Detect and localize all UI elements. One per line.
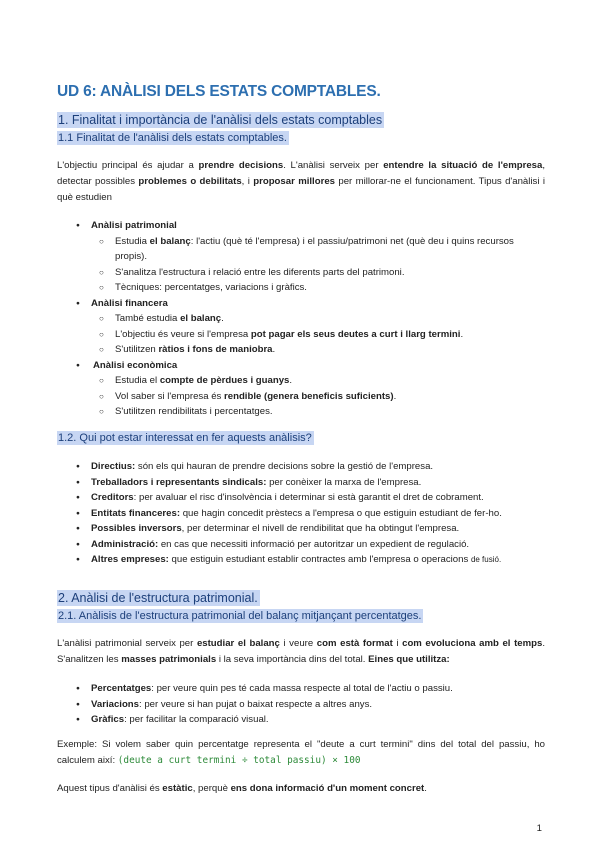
text-run: : per veure si han pujat o baixat respecte a altres anys. xyxy=(139,698,373,710)
text-run: , i xyxy=(241,176,254,187)
analysis-type-label: Anàlisi patrimonial xyxy=(91,220,177,231)
list-item xyxy=(57,459,545,475)
bold-run: Possibles inversors xyxy=(91,523,182,534)
bold-run: el balanç xyxy=(149,235,191,247)
list-item-financera xyxy=(57,296,545,358)
sub-list-item xyxy=(57,265,545,281)
bold-run: problemes o debilitats xyxy=(138,176,242,187)
list-item-economica xyxy=(57,358,545,420)
sub-list xyxy=(57,311,545,358)
example-paragraph xyxy=(57,737,545,769)
section-1-1-heading xyxy=(57,132,289,144)
text-run: Exemple: Si volem saber quin percentatge representa el "deute a curt termini" dins del total del passiu, ho calculem així: xyxy=(57,739,545,766)
list-item xyxy=(57,475,545,491)
sub-list-item xyxy=(57,404,545,420)
text-run: i veure xyxy=(279,638,317,649)
bold-run: com està format xyxy=(316,638,393,649)
bold-run: Administració: xyxy=(91,538,159,550)
text-run: , perquè xyxy=(192,783,231,794)
text-run: : per veure quin pes té cada massa respecte al total de l'actiu o passiu. xyxy=(151,683,453,694)
sub-list-item xyxy=(57,342,545,358)
text-run: Estudia xyxy=(115,235,150,247)
text-run: . xyxy=(221,313,224,324)
bold-run: Entitats financeres: xyxy=(91,507,181,519)
tools-list xyxy=(57,681,545,728)
text-run: Vol saber si l'empresa és xyxy=(115,390,225,402)
sub-list-item xyxy=(57,389,545,405)
text-run: Aquest tipus d'anàlisi és xyxy=(57,783,163,794)
sub-list-item xyxy=(57,373,545,389)
sub-list-item xyxy=(57,311,545,327)
bold-run: prendre decisions xyxy=(198,160,284,171)
sub-list xyxy=(57,373,545,420)
text-run: L'objectiu és veure si l'empresa xyxy=(115,328,251,340)
text-run: L'anàlisi patrimonial serveix per xyxy=(57,638,197,649)
text-run: . xyxy=(272,344,276,355)
section-1-1-paragraph xyxy=(57,158,545,206)
bold-run: masses patrimonials xyxy=(121,654,217,665)
page-number: 1 xyxy=(536,823,542,834)
bold-run: pot pagar els seus deutes a curt i llarg termini xyxy=(250,328,461,340)
text-run: Estudia el xyxy=(115,375,160,386)
text-run: , per determinar el nivell de rendibilitat que ha obtingut l'empresa. xyxy=(181,523,460,534)
text-run: . xyxy=(289,375,293,386)
text-run: que hagin concedit prèstecs a l'empresa o que estiguin estudiant de fer-ho. xyxy=(180,507,502,519)
text-run: són els qui hauran de prendre decisions sobre la gestió de l'empresa. xyxy=(135,461,434,472)
bold-run: rendible (genera beneficis suficients) xyxy=(224,390,394,402)
section-1-2-heading xyxy=(57,432,314,444)
text-run: per millorar-ne el funcionament. Tipus d'anàlisi i què estudien xyxy=(57,176,545,203)
text-run: : l'actiu (què té l'empresa) i el passiu/patrimoni net (què deu i quins recursos propis). xyxy=(115,235,514,262)
section-1-1-heading-text: 1.1 Finalitat de l'anàlisi dels estats comptables. xyxy=(58,132,287,144)
interested-parties-list xyxy=(57,459,545,568)
list-item xyxy=(57,681,545,697)
text-run: S'analitza l'estructura i relació entre les diferents parts del patrimoni. xyxy=(115,266,405,278)
bold-run: Eines que utilitza: xyxy=(368,654,450,665)
bold-run: Gràfics xyxy=(91,714,125,725)
list-item xyxy=(57,537,545,553)
final-paragraph xyxy=(57,781,545,797)
text-run: S'utilitzen rendibilitats i percentatges. xyxy=(115,406,273,417)
sub-list-item xyxy=(57,280,545,296)
text-run: en cas que necessiti informació per autoritzar un expedient de regulació. xyxy=(158,538,470,550)
section-1-2-heading-text: 1.2. Qui pot estar interessat en fer aquests anàlisis? xyxy=(58,432,312,444)
text-run: , detectar possibles xyxy=(57,160,546,187)
text-run: i xyxy=(392,638,403,649)
bold-run: estudiar el balanç xyxy=(196,638,280,649)
text-run: . xyxy=(424,783,427,794)
text-run: L'objectiu principal és ajudar a xyxy=(57,160,199,171)
bold-run: entendre la situació de l'empresa xyxy=(383,160,543,171)
bold-run: proposar millores xyxy=(253,176,335,187)
bold-run: Directius: xyxy=(91,461,136,472)
bold-run: el balanç xyxy=(180,313,222,324)
analysis-type-label: Anàlisi financera xyxy=(91,297,168,309)
text-run: per conèixer la marxa de l'empresa. xyxy=(266,476,422,488)
section-2-1-heading xyxy=(57,610,423,622)
bold-run: estàtic xyxy=(162,783,193,794)
bold-run: Variacions xyxy=(91,698,139,710)
text-run: . xyxy=(393,390,397,402)
bold-run: com evoluciona amb el temps xyxy=(402,638,543,649)
sub-list-item xyxy=(57,234,545,265)
section-1-heading-text: 1. Finalitat i importància de l'anàlisi dels estats comptables xyxy=(58,113,383,127)
bold-run: Altres empreses: xyxy=(91,554,169,565)
document-title: UD 6: ANÀLISI DELS ESTATS COMPTABLES. xyxy=(57,83,381,100)
analysis-type-label: Anàlisi econòmica xyxy=(93,359,178,371)
section-2-heading-text: 2. Anàlisi de l'estructura patrimonial. xyxy=(58,591,258,605)
analysis-types-list xyxy=(57,218,545,420)
text-run: . L'anàlisi serveix per xyxy=(283,160,384,171)
section-1-heading xyxy=(57,113,384,127)
list-item xyxy=(57,552,545,568)
text-run: S'utilitzen xyxy=(115,344,159,355)
text-run: . xyxy=(460,328,464,340)
bold-run: ràtios i fons de maniobra xyxy=(158,344,273,355)
list-item xyxy=(57,490,545,506)
section-2-1-paragraph xyxy=(57,636,545,668)
bold-run: Creditors xyxy=(91,492,134,503)
sub-list-item xyxy=(57,327,545,343)
sub-list xyxy=(57,234,545,296)
list-item xyxy=(57,697,545,713)
text-run: . S'analitzen les xyxy=(57,638,545,665)
list-item xyxy=(57,521,545,537)
text-run: També estudia xyxy=(115,313,181,324)
text-run: de fusió. xyxy=(470,555,502,564)
bold-run: Percentatges xyxy=(91,683,152,694)
section-2-1-heading-text: 2.1. Anàlisis de l'estructura patrimonial del balanç mitjançant percentatges. xyxy=(58,610,422,622)
section-2-heading xyxy=(57,591,260,605)
text-run: : per facilitar la comparació visual. xyxy=(124,714,269,725)
text-run: : per avaluar el risc d'insolvència i determinar si està garantit el dret de cobrament. xyxy=(133,492,484,503)
formula-code: (deute a curt termini ÷ total passiu) × 100 xyxy=(117,755,361,766)
bold-run: Treballadors i representants sindicals: xyxy=(91,476,267,488)
text-run: Tècniques: percentatges, variacions i gràfics. xyxy=(115,282,307,293)
bold-run: compte de pèrdues i guanys xyxy=(159,375,290,386)
list-item xyxy=(57,506,545,522)
list-item xyxy=(57,712,545,728)
list-item-patrimonial xyxy=(57,218,545,296)
text-run: que estiguin estudiant establir contractes amb l'empresa o operacions xyxy=(168,554,471,565)
bold-run: ens dona informació d'un moment concret xyxy=(230,783,425,794)
text-run: i la seva importància dins del total. xyxy=(216,654,369,665)
